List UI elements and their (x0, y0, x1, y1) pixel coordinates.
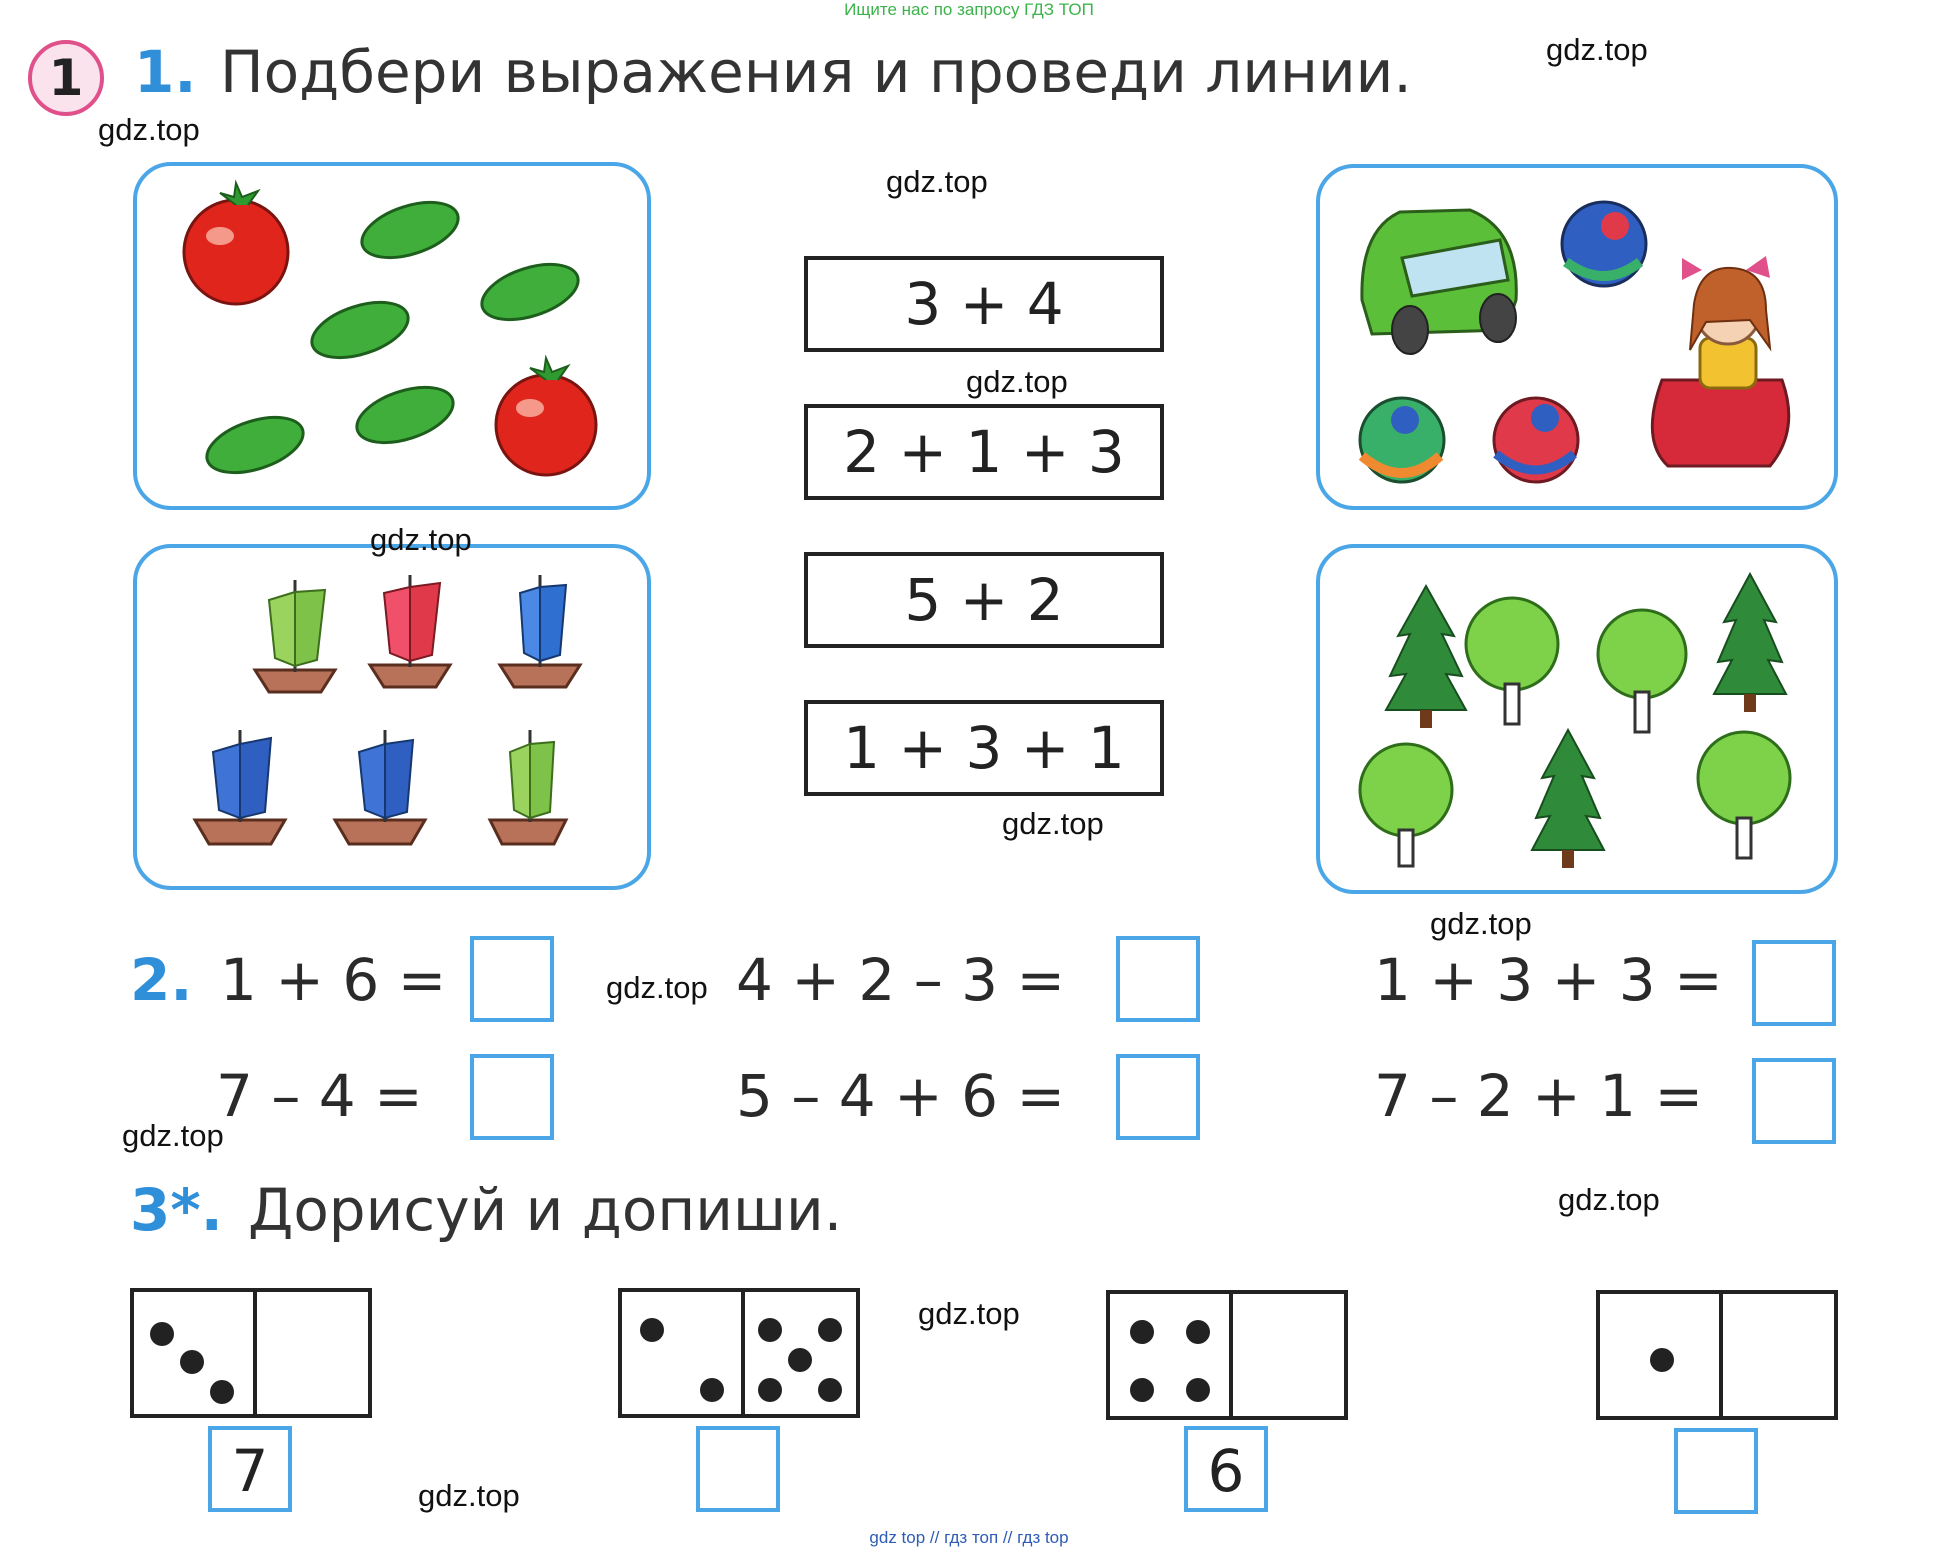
equation: 7 – 2 + 1 = (1374, 1062, 1704, 1130)
domino-dot (1130, 1378, 1154, 1402)
equation: 4 + 2 – 3 = (736, 946, 1066, 1014)
watermark: gdz.top (98, 112, 200, 147)
ball-icon (1562, 202, 1646, 286)
equation: 1 + 6 = (220, 946, 447, 1014)
answer-box[interactable] (1752, 940, 1836, 1026)
domino-dot (180, 1350, 204, 1374)
answer-box[interactable] (470, 936, 554, 1022)
expression-box[interactable]: 5 + 2 (804, 552, 1164, 648)
task1-number: 1. (134, 38, 197, 106)
answer-box[interactable] (470, 1054, 554, 1140)
tomato-icon (184, 183, 288, 304)
top-note: Ищите нас по запросу ГДЗ ТОП (844, 0, 1094, 19)
domino-card[interactable] (1106, 1290, 1348, 1420)
domino-card[interactable] (1596, 1290, 1838, 1420)
domino-dot (1186, 1320, 1210, 1344)
ball-icon (1360, 398, 1444, 482)
watermark: gdz.top (418, 1478, 520, 1513)
watermark: gdz.top (1546, 32, 1648, 67)
watermark: gdz.top (122, 1118, 224, 1153)
watermark: gdz.top (966, 364, 1068, 399)
domino-answer-box[interactable]: 6 (1184, 1426, 1268, 1512)
equation: 1 + 3 + 3 = (1374, 946, 1723, 1014)
watermark: gdz.top (1430, 906, 1532, 941)
sailboat-icons (195, 575, 580, 844)
domino-dot (1130, 1320, 1154, 1344)
domino-card[interactable] (618, 1288, 860, 1418)
watermark: gdz.top (1558, 1182, 1660, 1217)
watermark: gdz.top (370, 522, 472, 557)
expression-box[interactable]: 3 + 4 (804, 256, 1164, 352)
domino-answer-box[interactable]: 7 (208, 1426, 292, 1512)
domino-dot (700, 1378, 724, 1402)
watermark: gdz.top (606, 970, 708, 1005)
domino-dot (150, 1322, 174, 1346)
task1-title: Подбери выражения и проведи линии. (220, 38, 1412, 106)
watermark: gdz.top (1002, 806, 1104, 841)
watermark: gdz.top (886, 164, 988, 199)
task3-number: 3*. (130, 1176, 223, 1244)
tree-icons (1360, 574, 1790, 868)
domino-dot (640, 1318, 664, 1342)
domino-dot (758, 1318, 782, 1342)
expression-box[interactable]: 2 + 1 + 3 (804, 404, 1164, 500)
domino-card[interactable] (130, 1288, 372, 1418)
equation: 5 – 4 + 6 = (736, 1062, 1066, 1130)
toy-car-icon (1362, 210, 1516, 354)
domino-dot (1650, 1348, 1674, 1372)
task3-title: Дорисуй и допиши. (248, 1176, 843, 1244)
domino-answer-box[interactable] (696, 1426, 780, 1512)
domino-dot (818, 1378, 842, 1402)
domino-dot (788, 1348, 812, 1372)
domino-dot (1186, 1378, 1210, 1402)
domino-answer-box[interactable] (1674, 1428, 1758, 1514)
answer-box[interactable] (1116, 1054, 1200, 1140)
domino-dot (818, 1318, 842, 1342)
page-badge: 1 (28, 40, 104, 116)
equation: 7 – 4 = (216, 1062, 423, 1130)
doll-icon (1652, 256, 1788, 466)
ball-icon (1494, 398, 1578, 482)
task2-number: 2. (130, 946, 193, 1014)
answer-box[interactable] (1116, 936, 1200, 1022)
expression-box[interactable]: 1 + 3 + 1 (804, 700, 1164, 796)
watermark: gdz.top (918, 1296, 1020, 1331)
footer-note: gdz top // гдз топ // гдз top (869, 1528, 1069, 1547)
domino-dot (758, 1378, 782, 1402)
answer-box[interactable] (1752, 1058, 1836, 1144)
tomato-icon (496, 358, 596, 475)
domino-dot (210, 1380, 234, 1404)
